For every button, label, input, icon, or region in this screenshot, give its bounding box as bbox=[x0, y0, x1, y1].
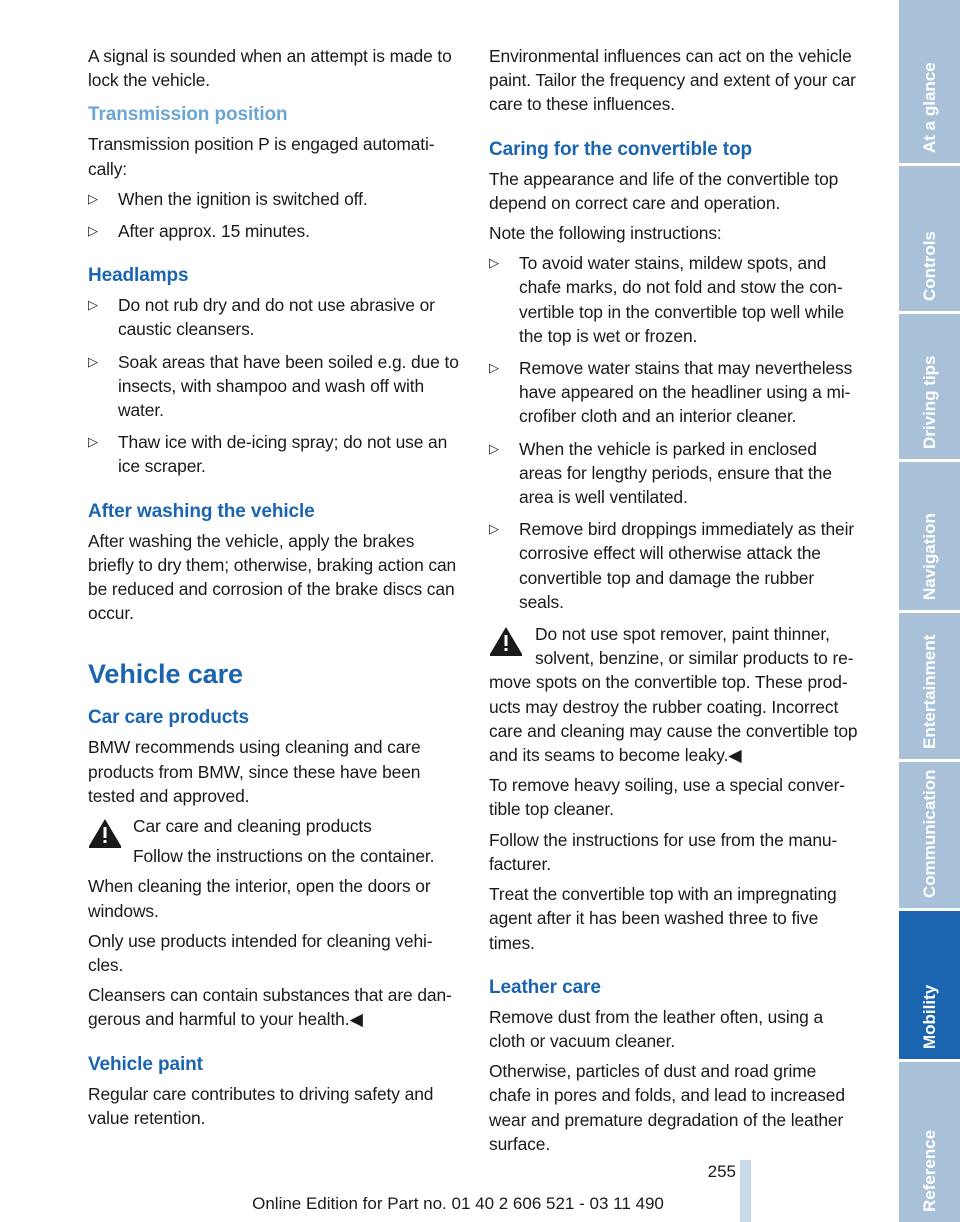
triangle-bullet-icon: ▷ bbox=[88, 297, 98, 313]
tab-label: Communication bbox=[919, 769, 939, 898]
tab-label: Controls bbox=[919, 231, 939, 301]
leather-heading: Leather care bbox=[489, 976, 601, 998]
warning-title: Car care and cleaning products bbox=[133, 816, 372, 837]
list-item bbox=[88, 219, 464, 243]
car-care-para-2: Only use products intended for cleaning vehi-cles. bbox=[88, 930, 433, 976]
convertible-text-2: Note the following instructions: bbox=[489, 223, 722, 244]
after-washing-text: After washing the vehicle, apply the brakes briefly to dry them; otherwise, braking action can be reduced and corrosion of the brake discs can occur. bbox=[88, 530, 457, 624]
vehicle-paint-heading: Vehicle paint bbox=[88, 1053, 203, 1075]
transmission-heading: Transmission position bbox=[88, 104, 288, 126]
triangle-bullet-icon: ▷ bbox=[88, 223, 98, 239]
environment-paragraph: Environmental influences can act on the vehicle paint. Tailor the frequency and extent of your car care to these influences. bbox=[489, 46, 856, 115]
car-care-warning bbox=[88, 814, 464, 868]
convertible-warning bbox=[489, 622, 863, 767]
transmission-text: Transmission position P is engaged automati-cally: bbox=[88, 134, 435, 179]
triangle-bullet-icon: ▷ bbox=[88, 353, 98, 369]
after-washing-heading: After washing the vehicle bbox=[88, 500, 315, 522]
tab-label: Navigation bbox=[919, 513, 939, 600]
list-item bbox=[489, 437, 863, 510]
headlamps-list bbox=[88, 293, 464, 478]
list-item bbox=[88, 430, 464, 478]
triangle-bullet-icon: ▷ bbox=[489, 521, 499, 537]
convertible-text-1: The appearance and life of the convertible top depend on correct care and operation. bbox=[489, 168, 839, 213]
car-care-text: BMW recommends using cleaning and care products from BMW, since these have been tested and approved. bbox=[88, 737, 421, 806]
triangle-bullet-icon: ▷ bbox=[489, 255, 499, 271]
tab-label: Mobility bbox=[919, 984, 939, 1049]
tab-label: Reference bbox=[919, 1129, 939, 1212]
list-item-text: Soak areas that have been soiled e.g. due to insects, with shampoo and wash off with water. bbox=[118, 351, 459, 421]
tab-label: At a glance bbox=[919, 62, 939, 153]
car-care-para-3: Cleansers can contain substances that are dan-gerous and harmful to your health.◀ bbox=[88, 985, 452, 1030]
tab-mobility[interactable] bbox=[899, 911, 960, 1059]
list-item-text: After approx. 15 minutes. bbox=[118, 221, 310, 242]
tab-navigation[interactable] bbox=[899, 462, 960, 610]
convertible-para-3: Treat the convertible top with an impregnating agent after it has been washed three to five times. bbox=[489, 884, 837, 953]
tab-controls[interactable] bbox=[899, 166, 960, 311]
warning-line: Follow the instructions on the container. bbox=[133, 846, 435, 867]
list-item-text: Remove water stains that may nevertheless have appeared on the headliner using a mi-crofiber cloth and an interior cleaner. bbox=[519, 358, 853, 427]
vehicle-care-heading: Vehicle care bbox=[88, 659, 243, 690]
triangle-bullet-icon: ▷ bbox=[88, 434, 98, 450]
car-care-heading: Car care products bbox=[88, 707, 249, 729]
car-care-para-1: When cleaning the interior, open the doors or windows. bbox=[88, 876, 431, 921]
warning-triangle-icon bbox=[88, 818, 122, 848]
tab-entertainment[interactable] bbox=[899, 613, 960, 759]
chapter-sidebar bbox=[899, 0, 960, 1222]
list-item-text: Thaw ice with de-icing spray; do not use an ice scraper. bbox=[118, 432, 448, 477]
triangle-bullet-icon: ▷ bbox=[88, 190, 98, 206]
tab-driving-tips[interactable] bbox=[899, 314, 960, 459]
leather-text-1: Remove dust from the leather often, using a cloth or vacuum cleaner. bbox=[489, 1006, 824, 1051]
list-item bbox=[88, 350, 464, 423]
convertible-heading: Caring for the convertible top bbox=[489, 138, 753, 160]
list-item-text: When the vehicle is parked in enclosed areas for lengthy periods, ensure that the area is well ventilated. bbox=[519, 438, 832, 508]
leather-text-2: Otherwise, particles of dust and road grime chafe in pores and folds, and lead to increased wear and premature degradation of the leather surface. bbox=[489, 1061, 845, 1154]
convertible-para-2: Follow the instructions for use from the manu-facturer. bbox=[489, 829, 838, 874]
list-item-text: Do not rub dry and do not use abrasive or caustic cleansers. bbox=[118, 295, 435, 340]
footer bbox=[0, 1194, 960, 1214]
tab-at-a-glance[interactable] bbox=[899, 0, 960, 163]
page-number: 255 bbox=[707, 1162, 736, 1181]
intro-paragraph: A signal is sounded when an attempt is made to lock the vehicle. bbox=[88, 46, 452, 91]
right-column bbox=[489, 44, 863, 1162]
list-item bbox=[489, 251, 863, 348]
convertible-para-1: To remove heavy soiling, use a special conver-tible top cleaner. bbox=[489, 775, 845, 820]
list-item-text: When the ignition is switched off. bbox=[118, 188, 368, 209]
list-item bbox=[489, 517, 863, 614]
warning-rest: move spots on the convertible top. These prod-ucts may destroy the rubber coating. Incorrect care and cleaning may cause the convertible top and its seams to become leaky.◀ bbox=[489, 672, 858, 766]
list-item bbox=[88, 293, 464, 341]
list-item-text: Remove bird droppings immediately as their corrosive effect will otherwise attack the convertible top and damage the rubber seals. bbox=[519, 519, 855, 612]
transmission-list bbox=[88, 187, 464, 243]
left-column bbox=[88, 44, 464, 1136]
triangle-bullet-icon: ▷ bbox=[489, 440, 499, 456]
list-item bbox=[489, 356, 863, 429]
triangle-bullet-icon: ▷ bbox=[489, 360, 499, 376]
edition-text: Online Edition for Part no. 01 40 2 606 521 - 03 11 490 bbox=[252, 1194, 664, 1213]
tab-communication[interactable] bbox=[899, 762, 960, 908]
vehicle-paint-text: Regular care contributes to driving safety and value retention. bbox=[88, 1083, 434, 1128]
tab-label: Entertainment bbox=[919, 634, 939, 749]
convertible-list bbox=[489, 251, 863, 614]
tab-label: Driving tips bbox=[919, 355, 939, 449]
list-item bbox=[88, 187, 464, 211]
warning-triangle-icon bbox=[489, 626, 523, 656]
warning-lead: Do not use spot remover, paint thinner, solvent, benzine, or similar products to re- bbox=[535, 624, 854, 669]
headlamps-heading: Headlamps bbox=[88, 265, 189, 287]
list-item-text: To avoid water stains, mildew spots, and chafe marks, do not fold and stow the con-vertible top in the convertible top well while the top is wet or frozen. bbox=[519, 253, 845, 346]
